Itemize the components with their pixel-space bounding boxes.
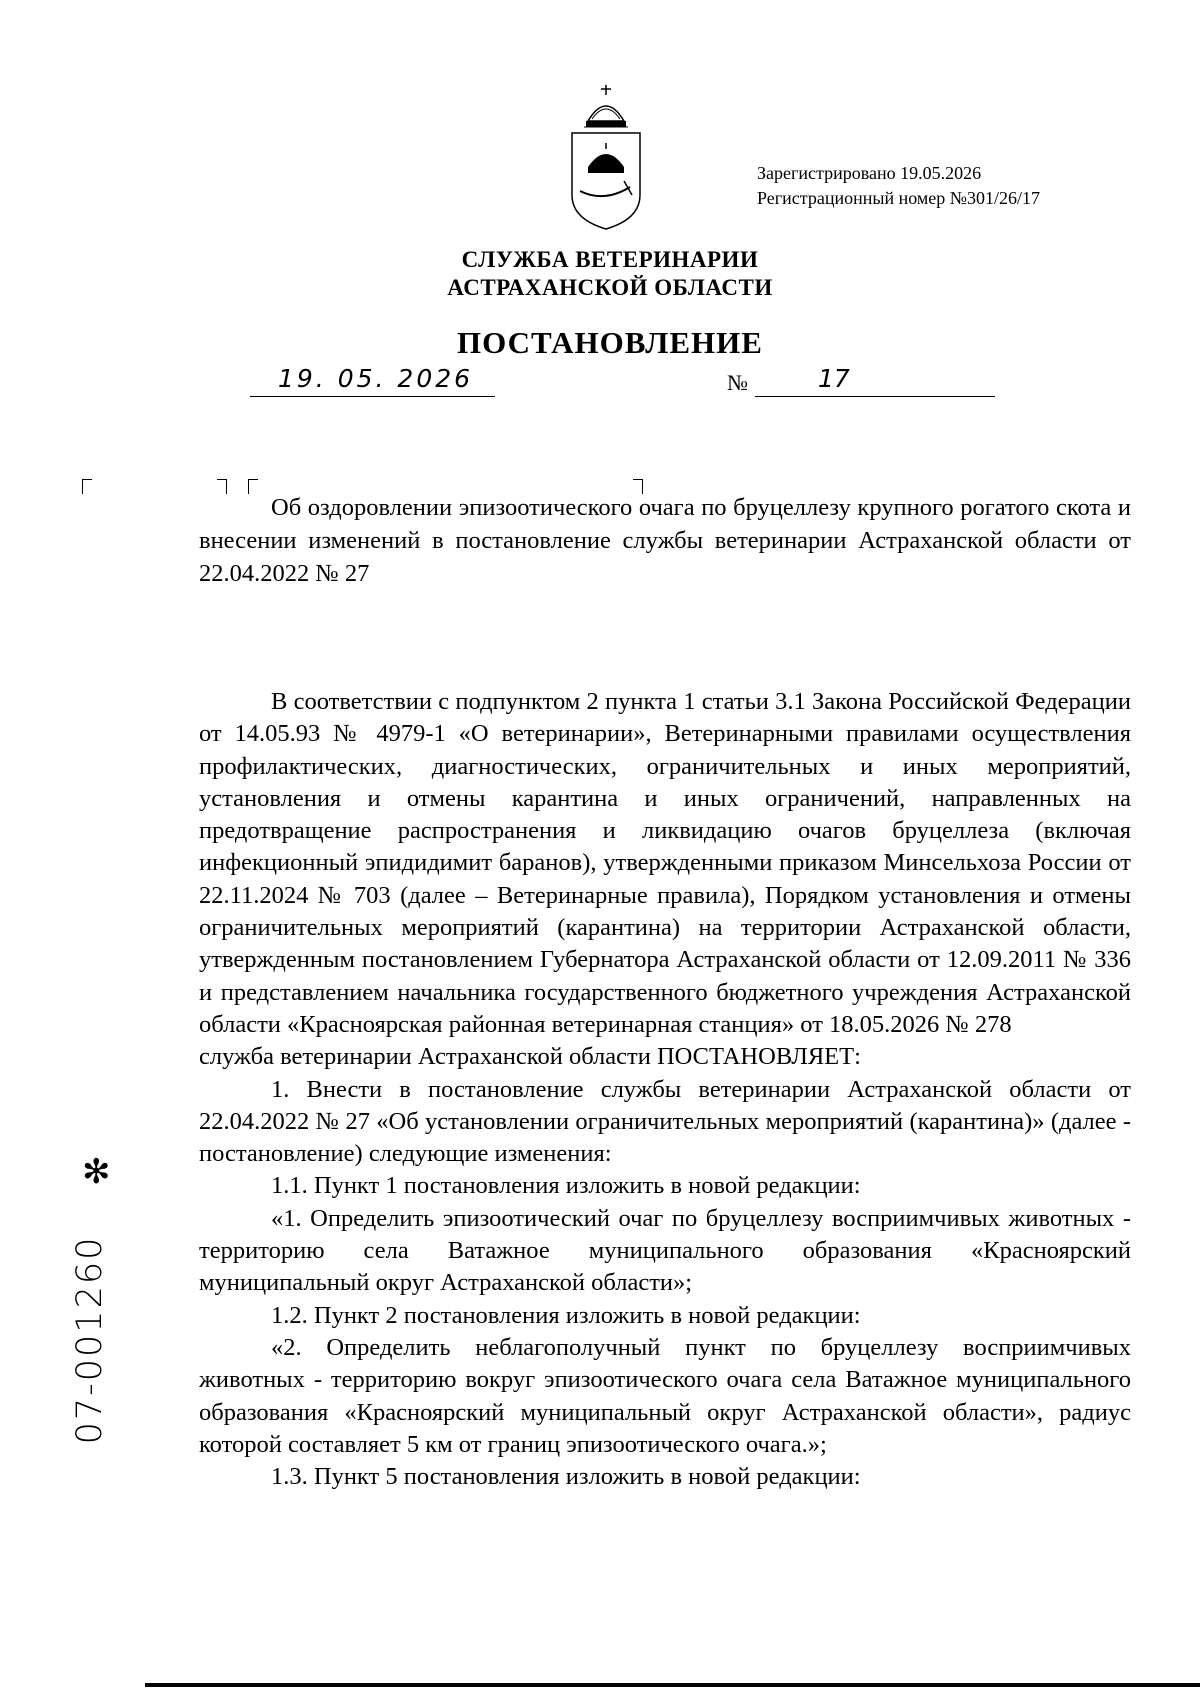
document-type: ПОСТАНОВЛЕНИЕ — [457, 325, 763, 360]
clause-1-2-text: «2. Определить неблагополучный пункт по бруцеллезу восприимчивых животных - территорию вокруг эпизоотического очага села Ватажное муниципального образования «Красноярский муниципальный округ Астраханской области», радиус которой составляет 5 км от границ эпизоотического очага.»; — [199, 1333, 1131, 1458]
handwritten-number: 17 — [818, 364, 850, 393]
registration-date: Зарегистрировано 19.05.2026 — [757, 163, 982, 183]
document-title-text: Об оздоровлении эпизоотического очага по бруцеллезу крупного рогатого скота и внесении изменений в постановление службы ветеринарии Астраханской области от 22.04.2022 № 27 — [199, 494, 1131, 587]
agency-name — [300, 246, 920, 302]
margin-stamp-code: 07-001260 — [70, 1235, 110, 1445]
clause-1: 1. Внести в постановление службы ветеринарии Астраханской области от 22.04.2022 № 27 «Об установлении ограничительных мероприятий (карантина)» (далее - постановление) следующие изменения: — [199, 1075, 1131, 1168]
bottom-edge-rule — [145, 1683, 1200, 1687]
agency-name-line-2: АСТРАХАНСКОЙ ОБЛАСТИ — [447, 275, 773, 300]
clause-1-3: 1.3. Пункт 5 постановления изложить в новой редакции: — [271, 1463, 861, 1491]
registration-number: Регистрационный номер №301/26/17 — [757, 188, 1040, 208]
margin-asterisk-icon: ✻ — [82, 1152, 111, 1192]
clause-1-2: 1.2. Пункт 2 постановления изложить в новой редакции: — [271, 1301, 861, 1329]
preamble-paragraph: В соответствии с подпунктом 2 пункта 1 статьи 3.1 Закона Российской Федерации от 14.05.93 № 4979-1 «О ветеринарии», Ветеринарными правилами осуществления профилактических, диагностических, ограничительных и иных мероприятий, установления и отмены карантина и иных ограничений, направленных на предотвращение распространения и ликвидацию очагов бруцеллеза (включая инфекционный эпидидимит баранов), утвержденными приказом Минсельхоза России от 22.11.2024 № 703 (далее – Ветеринарные правила), Порядком установления и отмены ограничительных мероприятий (карантина) на территории Астраханской области, утвержденным постановлением Губернатора Астраханской области от 12.09.2011 № 336 и представлением начальника государственного бюджетного учреждения Астраханской области «Красноярская районная ветеринарная станция» от 18.05.2026 № 278 — [199, 688, 1131, 1038]
document-title — [199, 491, 1131, 590]
document-body — [199, 686, 1131, 1493]
decree-line: служба ветеринарии Астраханской области ПОСТАНОВЛЯЕТ: — [199, 1043, 861, 1071]
title-bracket-left — [82, 479, 92, 494]
number-label: № — [727, 370, 748, 395]
date-underline — [250, 396, 495, 397]
registration-info — [757, 161, 1040, 211]
clause-1-1-text: «1. Определить эпизоотический очаг по бруцеллезу восприимчивых животных - территорию села Ватажное муниципального образования «Красноярский муниципальный округ Астраханской области»; — [199, 1204, 1131, 1297]
agency-name-line-1: СЛУЖБА ВЕТЕРИНАРИИ — [461, 247, 759, 272]
coat-of-arms-icon — [566, 83, 646, 233]
margin-stamp — [30, 1205, 150, 1475]
handwritten-date: 19. 05. 2026 — [278, 364, 474, 393]
number-underline — [755, 396, 995, 397]
clause-1-1: 1.1. Пункт 1 постановления изложить в новой редакции: — [271, 1172, 861, 1200]
